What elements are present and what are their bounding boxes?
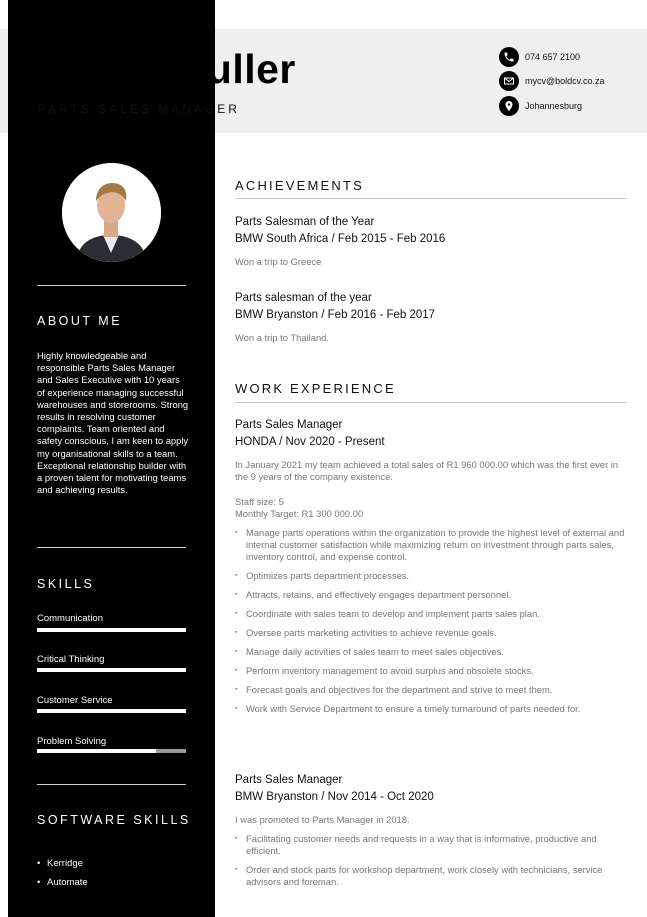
job-monthly-target: Monthly Target: R1 300 000.00 [235,508,364,519]
list-item: ▪ Optimizes parts department processes. [235,570,630,582]
job-responsibilities [235,527,630,722]
job-subtitle: HONDA / Nov 2020 - Present [235,436,385,448]
list-item: ▪ Coordinate with sales team to develop and implement parts sales plan. [235,608,630,620]
sidebar-divider [37,784,186,785]
list-item: ▪ Attracts, retains, and effectively engages department personnel. [235,589,630,601]
phone-icon [499,47,519,67]
list-item: ▪ Perform inventory management to avoid surplus and obsolete stocks. [235,665,630,677]
job-summary: In January 2021 my team achieved a total sales of R1 960 000.00 which was the first ever in the 9 years of the company existence. [235,459,619,482]
envelope-icon [499,71,519,91]
phone-number: 074 657 2100 [525,52,581,62]
job-title: Parts Sales Manager [235,774,343,786]
skill-bar [37,749,186,753]
skill-bar-fill [37,709,186,713]
software-item: • Automate [37,877,88,888]
skill-label: Customer Service [37,695,113,706]
contact-location [499,96,582,116]
job-responsibilities [235,833,630,895]
sidebar-divider [37,547,186,548]
software-heading: SOFTWARE SKILLS [37,813,191,827]
list-item: ▪ Oversee parts marketing activities to achieve revenue goals. [235,627,630,639]
achievements-heading: ACHIEVEMENTS [235,178,364,193]
candidate-name: Johan Muller [37,46,296,92]
skill-bar-fill [37,628,186,632]
job-title: Parts Sales Manager [235,419,343,431]
software-item: • Kerridge [37,858,83,869]
achievement-note: Won a trip to Thailand. [235,332,329,343]
candidate-role: PARTS SALES MANAGER [38,102,240,116]
location-text: Johannesburg [525,101,583,111]
job-summary: I was promoted to Parts Manager in 2018. [235,814,410,825]
skill-bar [37,709,186,713]
skill-label: Problem Solving [37,736,107,747]
about-text: Highly knowledgeable and responsible Parts Sales Manager and Sales Executive with 10 years of experience managing successful warehouses and storerooms. Strong results in resolving customer complaints. Team oriented and safety conscious, I am keen to apply my organisational skills to a team. Exceptional relationship builder with a proven talent for motivating teams and achieving results. [37,350,189,496]
list-item: ▪ Manage parts operations within the organization to provide the highest level of external and internal customer satisfaction while maximizing return on investment through parts sales, inventory control, and expense control. [235,527,630,563]
skill-bar [37,668,186,672]
achievement-title: Parts salesman of the year [235,292,372,304]
profile-photo [62,163,161,262]
achievement-title: Parts Salesman of the Year [235,216,375,228]
list-item: ▪ Facilitating customer needs and requests in a way that is informative, productive and efficient. [235,833,630,857]
achievement-note: Won a trip to Greece [235,256,322,267]
skills-heading: SKILLS [37,577,95,591]
achievement-subtitle: BMW Bryanston / Feb 2016 - Feb 2017 [235,309,436,321]
skill-label: Communication [37,613,103,624]
sidebar-divider [37,285,186,286]
work-experience-heading: WORK EXPERIENCE [235,381,396,396]
section-divider [235,402,627,403]
contact-email [499,71,605,91]
list-item: ▪ Order and stock parts for workshop department, work closely with technicians, service advisors and foreman. [235,864,630,888]
achievement-subtitle: BMW South Africa / Feb 2015 - Feb 2016 [235,233,446,245]
job-subtitle: BMW Bryanston / Nov 2014 - Oct 2020 [235,791,434,803]
email-address: mycv@boldcv.co.za [525,76,605,86]
skill-bar-fill [37,668,186,672]
section-divider [235,198,627,199]
list-item: ▪ Manage daily activities of sales team to meet sales objectives. [235,646,630,658]
location-pin-icon [499,96,519,116]
skill-label: Critical Thinking [37,654,105,665]
about-heading: ABOUT ME [37,314,123,328]
list-item: ▪ Work with Service Department to ensure a timely turnaround of parts needed for. [235,703,630,715]
skill-bar [37,628,186,632]
list-item: ▪ Forecast goals and objectives for the department and strive to meet them. [235,684,630,696]
contact-phone [499,47,580,67]
skill-bar-fill [37,749,156,753]
job-staff-size: Staff size: 5 [235,496,284,507]
